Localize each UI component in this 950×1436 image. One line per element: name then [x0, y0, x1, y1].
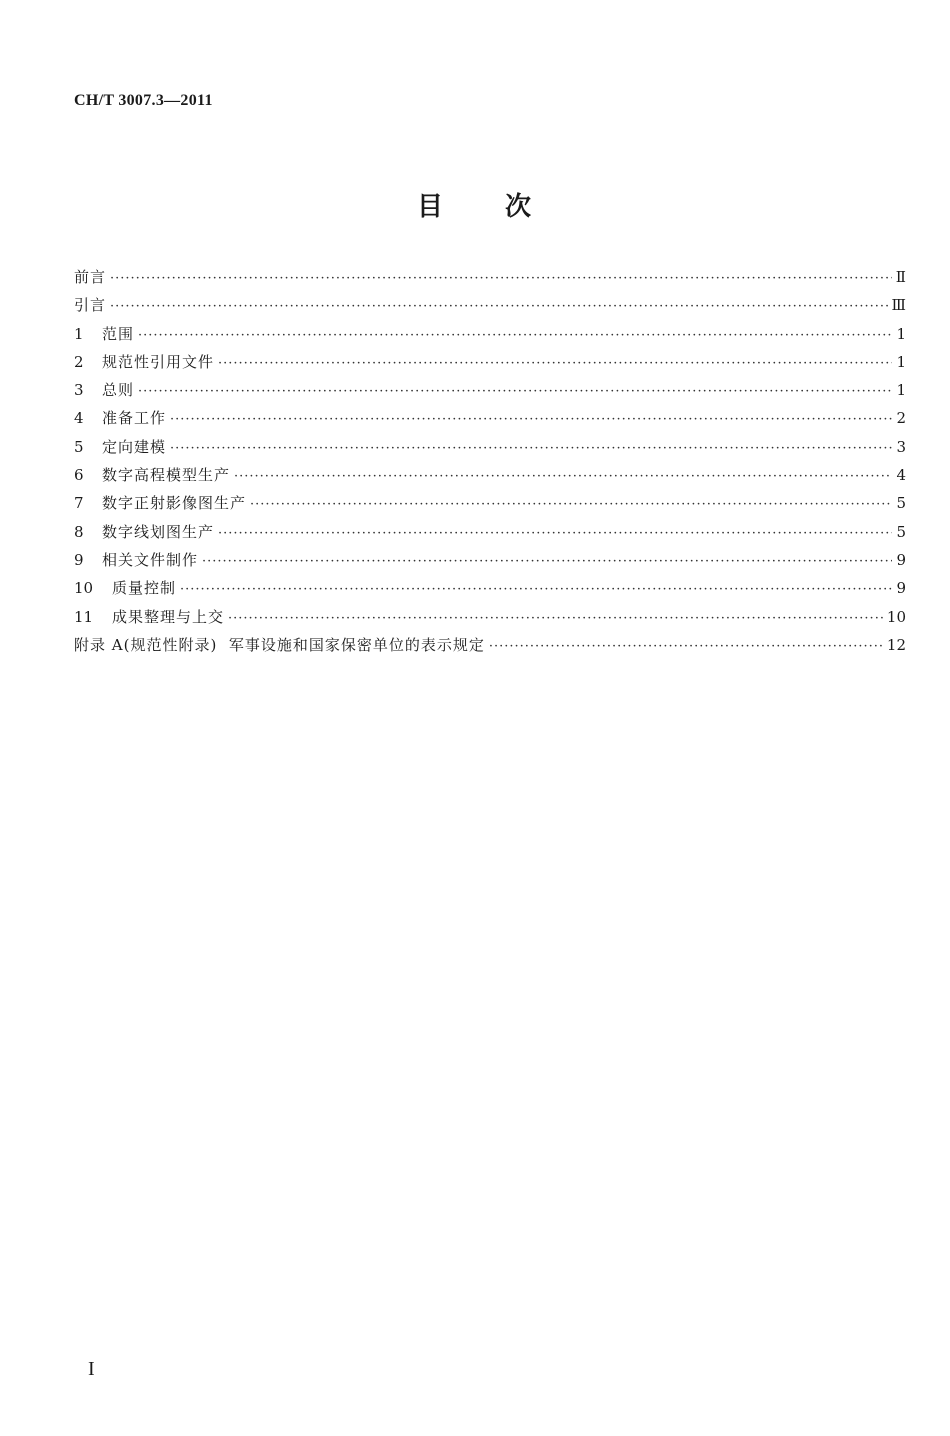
toc-entry-appendix-a[interactable] [74, 634, 906, 662]
toc-leader-dots [110, 271, 892, 286]
toc-entry-number: 1 [74, 324, 84, 343]
toc-leader-dots [170, 441, 892, 456]
toc-entry-number: 6 [74, 466, 84, 485]
toc-entry-5[interactable] [74, 436, 906, 464]
toc-leader-dots [489, 639, 883, 654]
toc-leader-dots [170, 412, 892, 427]
toc-leader-dots [218, 526, 892, 541]
toc-entry-label: 范围 [102, 324, 135, 343]
toc-entry-number: 9 [74, 550, 84, 569]
toc-leader-dots [234, 469, 892, 484]
toc-entry-4[interactable] [74, 407, 906, 435]
table-of-contents [74, 266, 906, 662]
page-title-part2: 次 [505, 192, 534, 222]
toc-entry-number: 3 [74, 381, 84, 400]
toc-leader-dots [218, 356, 892, 371]
document-code: CH/T 3007.3—2011 [74, 92, 213, 109]
toc-entry-number: 10 [74, 579, 94, 598]
toc-entry-page: 3 [896, 437, 906, 456]
toc-entry-number: 11 [74, 607, 94, 626]
toc-entry-label: 数字正射影像图生产 [102, 494, 247, 513]
toc-leader-dots [138, 384, 892, 399]
toc-entry-number: 7 [74, 494, 84, 513]
toc-entry-page: 2 [896, 409, 906, 428]
toc-entry-page: 5 [896, 494, 906, 513]
toc-entry-9[interactable] [74, 549, 906, 577]
toc-entry-page: 1 [896, 381, 906, 400]
toc-leader-dots [202, 554, 892, 569]
toc-entry-2[interactable] [74, 351, 906, 379]
toc-entry-label: 成果整理与上交 [112, 607, 225, 626]
toc-leader-dots [228, 611, 883, 626]
toc-entry-label: 前言 [74, 268, 107, 286]
toc-entry-introduction[interactable] [74, 294, 906, 322]
toc-entry-8[interactable] [74, 521, 906, 549]
toc-entry-3[interactable] [74, 379, 906, 407]
toc-entry-number: 2 [74, 352, 84, 371]
toc-entry-label: 总则 [102, 381, 135, 400]
toc-entry-page: 9 [896, 550, 906, 569]
toc-entry-number: 4 [74, 409, 84, 428]
page-number: I [88, 1358, 95, 1380]
toc-entry-page: 12 [886, 635, 906, 654]
page-title-part1: 目 [416, 192, 445, 222]
toc-entry-page: 5 [896, 522, 906, 541]
toc-entry-page: 9 [896, 579, 906, 598]
toc-entry-label: 数字线划图生产 [102, 522, 215, 541]
toc-entry-label: 准备工作 [102, 409, 167, 428]
toc-entry-label: 定向建模 [102, 437, 167, 456]
toc-leader-dots [250, 497, 892, 512]
page-title [0, 186, 950, 223]
toc-entry-page: 10 [886, 607, 906, 626]
toc-entry-page: 1 [896, 324, 906, 343]
toc-entry-page: 4 [896, 466, 906, 485]
toc-entry-10[interactable] [74, 577, 906, 605]
toc-leader-dots [180, 582, 892, 597]
toc-entry-6[interactable] [74, 464, 906, 492]
toc-entry-number: 5 [74, 437, 84, 456]
toc-entry-label: 附录 A(规范性附录) 军事设施和国家保密单位的表示规定 [74, 635, 485, 654]
toc-entry-label: 相关文件制作 [102, 550, 199, 569]
toc-entry-label: 质量控制 [112, 579, 177, 598]
toc-entry-label: 引言 [74, 296, 107, 315]
toc-entry-number: 8 [74, 522, 84, 541]
toc-entry-label: 数字高程模型生产 [102, 466, 231, 485]
toc-entry-page: Ⅱ [895, 268, 906, 286]
toc-entry-page: Ⅲ [891, 296, 906, 315]
toc-entry-11[interactable] [74, 606, 906, 634]
toc-entry-7[interactable] [74, 492, 906, 520]
toc-leader-dots [138, 328, 892, 343]
toc-entry-page: 1 [896, 352, 906, 371]
toc-entry-label: 规范性引用文件 [102, 352, 215, 371]
toc-entry-1[interactable] [74, 323, 906, 351]
toc-entry-foreword[interactable] [74, 266, 906, 294]
toc-leader-dots [110, 299, 888, 314]
